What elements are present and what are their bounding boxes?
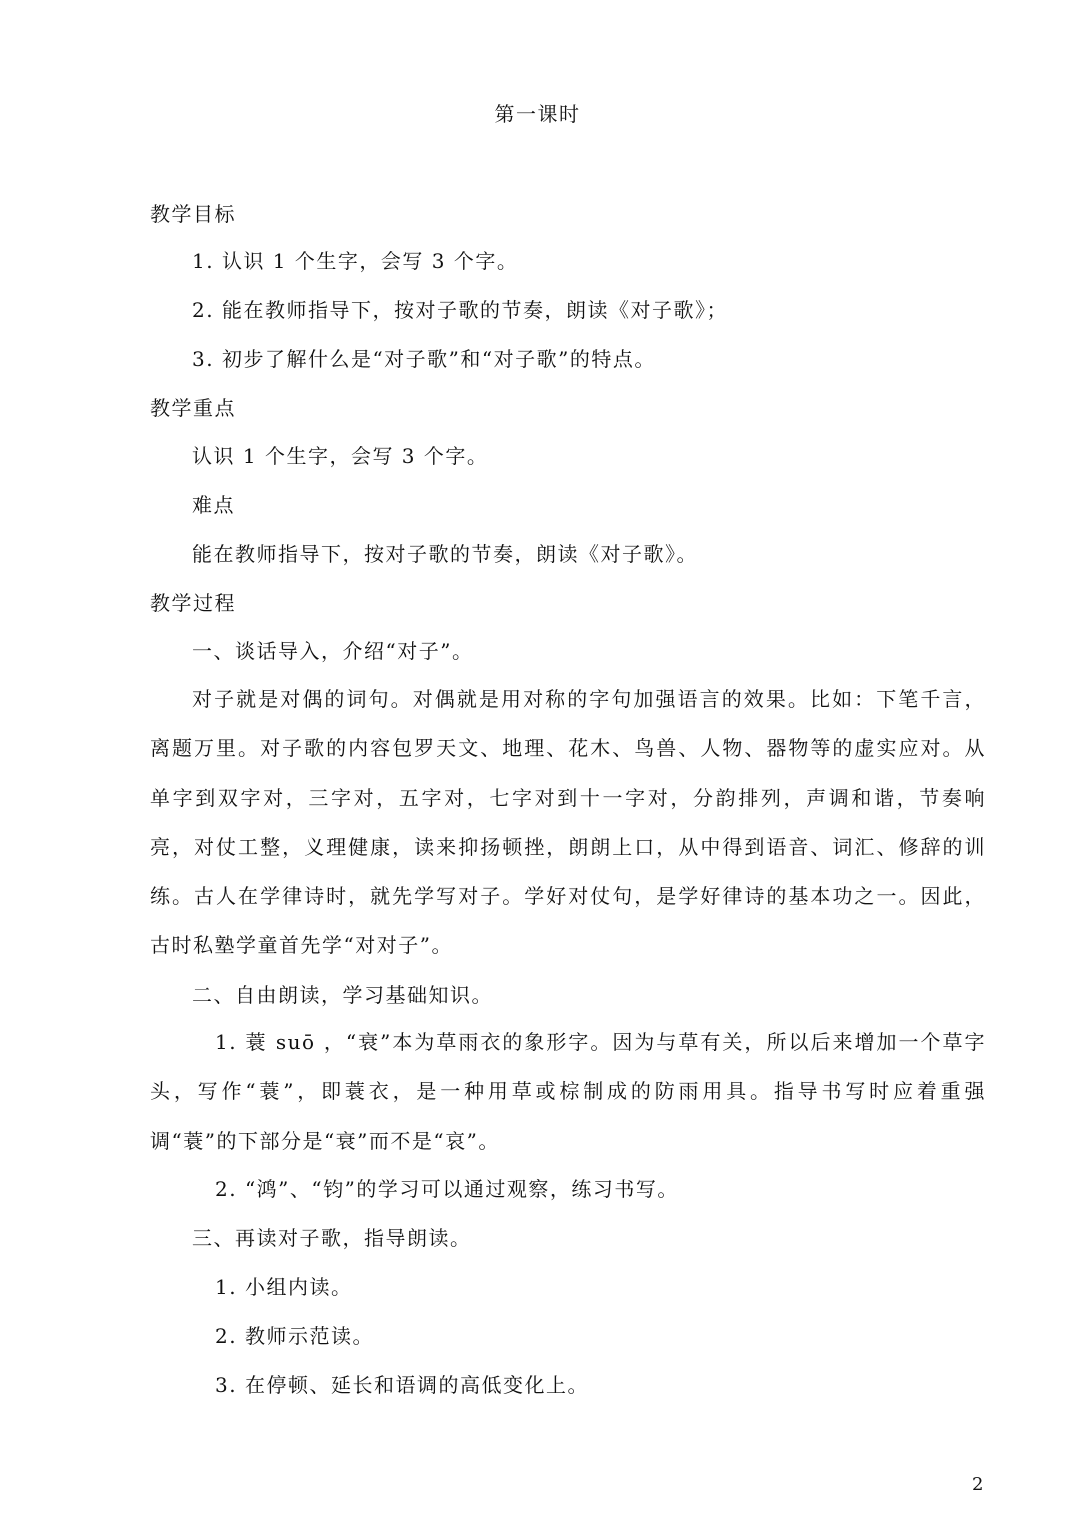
step2-item-1: 1. 蓑 suō ，“衰”本为草雨衣的象形字。因为与草有关，所以后来增加一个草字头，写作“蓑”，即蓑衣，是一种用草或棕制成的防雨用具。指导书写时应着重强调“蓑”的下部分是“衰”而不是“哀”。	[150, 1030, 986, 1153]
objectives-heading: 教学目标	[150, 202, 236, 226]
difficulty-heading: 难点	[192, 493, 235, 517]
step3-item-2: 2. 教师示范读。	[215, 1324, 374, 1348]
step1-paragraph: 对子就是对偶的词句。对偶就是用对称的字句加强语言的效果。比如：下笔千言，离题万里。对子歌的内容包罗天文、地理、花木、鸟兽、人物、器物等的虚实应对。从单字到双字对，三字对，五字对，七字对到十一字对，分韵排列，声调和谐，节奏响亮，对仗工整，义理健康，读来抑扬顿挫，朗朗上口，从中得到语音、词汇、修辞的训练。古人在学律诗时，就先学写对子。学好对仗句，是学好律诗的基本功之一。因此，古时私塾学童首先学“对对子”。	[150, 687, 986, 958]
difficulty-text: 能在教师指导下，按对子歌的节奏，朗读《对子歌》。	[192, 542, 698, 566]
step2-item-2: 2. “鸿”、“钧”的学习可以通过观察，练习书写。	[215, 1177, 679, 1201]
objective-item-3: 3. 初步了解什么是“对子歌”和“对子歌”的特点。	[192, 347, 656, 371]
step3-item-3: 3. 在停顿、延长和语调的高低变化上。	[215, 1373, 589, 1397]
objective-item-1: 1. 认识 1 个生字，会写 3 个字。	[192, 249, 519, 273]
key-point-heading: 教学重点	[150, 396, 236, 420]
step2-heading: 二、自由朗读，学习基础知识。	[192, 983, 493, 1007]
process-heading: 教学过程	[150, 591, 236, 615]
step3-heading: 三、再读对子歌，指导朗读。	[192, 1226, 472, 1250]
step3-item-1: 1. 小组内读。	[215, 1275, 353, 1299]
page-title: 第一课时	[494, 102, 581, 126]
page-number: 2	[972, 1474, 984, 1495]
key-point-text: 认识 1 个生字，会写 3 个字。	[192, 444, 489, 468]
objective-item-2: 2. 能在教师指导下，按对子歌的节奏，朗读《对子歌》；	[192, 298, 728, 322]
step1-heading: 一、谈话导入，介绍“对子”。	[192, 639, 474, 663]
